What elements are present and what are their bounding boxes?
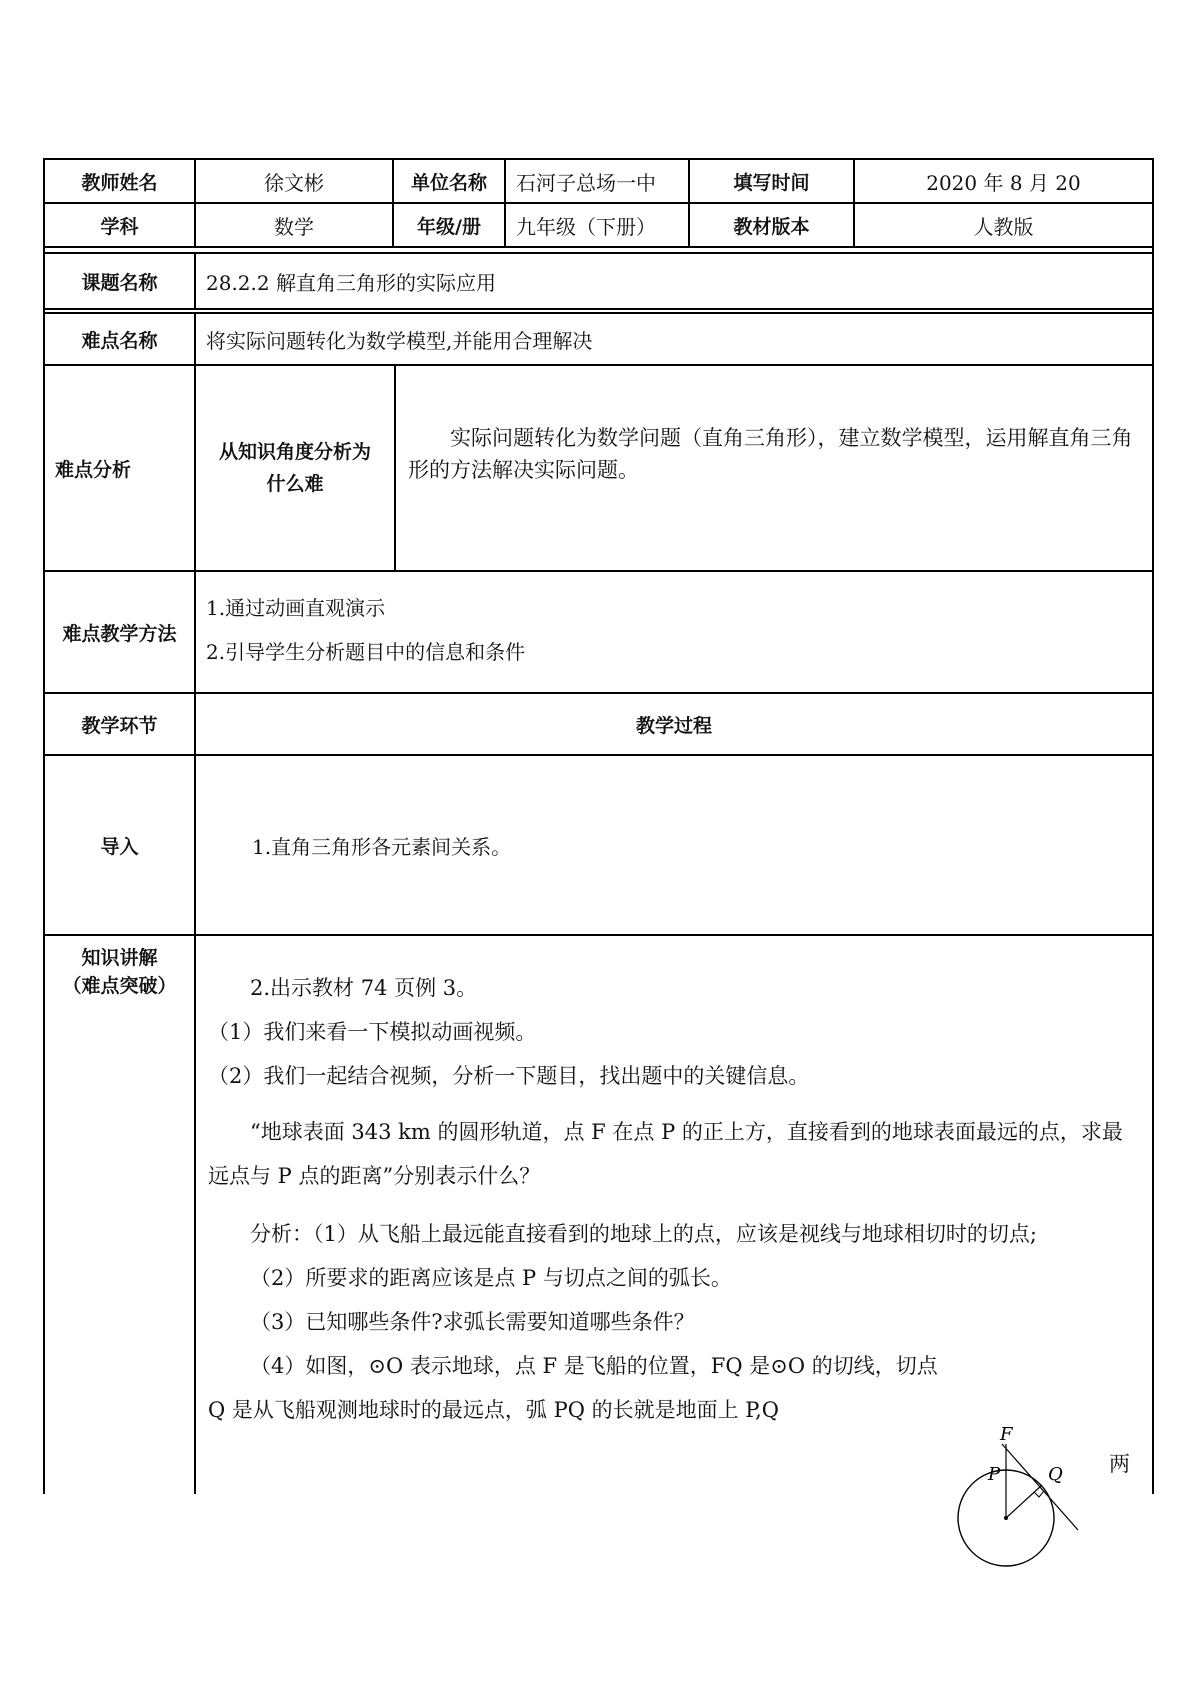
lecture-line-4: “地球表面 343 km 的圆形轨道，点 F 在点 P 的正上方，直接看到的地球表面最远的点，求最远点与 P 点的距离”分别表示什么？ <box>208 1120 1123 1188</box>
lecture-label-line-1: 知识讲解 <box>81 947 158 969</box>
lecture-line-6: （2）所要求的距离应该是点 P 与切点之间的弧长。 <box>250 1266 732 1290</box>
analysis-text-cell <box>394 366 1152 570</box>
tangent-figure <box>950 1424 1100 1566</box>
topic-label: 课题名称 <box>81 271 158 294</box>
edition-label: 教材版本 <box>688 204 853 246</box>
method-items <box>194 572 1152 692</box>
date-value: 2020 年 8 月 20 <box>853 160 1152 202</box>
figure-label-p: P <box>988 1464 1001 1485</box>
unit-label: 单位名称 <box>392 160 504 202</box>
subject-value: 数学 <box>194 204 392 246</box>
topic-row <box>43 252 1154 308</box>
lecture-label <box>45 936 194 1494</box>
analysis-row <box>43 364 1154 570</box>
intro-label: 导入 <box>100 835 139 858</box>
lecture-line-7: （3）已知哪些条件?求弧长需要知道哪些条件？ <box>250 1310 695 1334</box>
analysis-label: 难点分析 <box>55 458 132 481</box>
edition-value: 人教版 <box>853 204 1152 246</box>
lecture-line-1: 2.出示教材 74 页例 3。 <box>250 976 478 1000</box>
header-row-1 <box>43 158 1154 202</box>
difficulty-row <box>43 312 1154 364</box>
figure-label-q: Q <box>1048 1464 1063 1485</box>
lecture-row <box>43 934 1154 1494</box>
difficulty-label: 难点名称 <box>81 329 158 352</box>
grade-value: 九年级（下册） <box>504 204 688 246</box>
stage-header: 教学环节 <box>81 714 158 737</box>
lecture-line-2: （1）我们来看一下模拟动画视频。 <box>208 1020 537 1044</box>
intro-text: 1.直角三角形各元素间关系。 <box>194 756 1152 934</box>
date-label: 填写时间 <box>688 160 853 202</box>
method-row <box>43 570 1154 692</box>
process-header-row <box>43 692 1154 754</box>
teacher-value: 徐文彬 <box>194 160 392 202</box>
subject-label: 学科 <box>100 215 139 238</box>
analysis-text: 实际问题转化为数学问题（直角三角形），建立数学模型，运用解直角三角形的方法解决实际问题。 <box>408 426 1133 482</box>
process-header: 教学过程 <box>194 694 1152 754</box>
method-item-1: 1.通过动画直观演示 <box>206 596 386 620</box>
method-label: 难点教学方法 <box>62 622 177 645</box>
analysis-sub-label: 从知识角度分析为什么难 <box>194 366 394 570</box>
method-item-2: 2.引导学生分析题目中的信息和条件 <box>206 640 526 664</box>
lecture-body <box>194 936 1152 1494</box>
lecture-label-line-2: （难点突破） <box>62 975 177 997</box>
lecture-line-3: （2）我们一起结合视频，分析一下题目，找出题中的关键信息。 <box>208 1064 810 1088</box>
lecture-line-9: 两 <box>1109 1452 1130 1476</box>
figure-label-f: F <box>1000 1424 1013 1445</box>
difficulty-value: 将实际问题转化为数学模型,并能用合理解决 <box>194 314 1152 364</box>
lesson-plan-table <box>43 158 1154 1494</box>
topic-value: 28.2.2 解直角三角形的实际应用 <box>194 254 1152 308</box>
grade-label: 年级/册 <box>392 204 504 246</box>
header-row-2 <box>43 202 1154 246</box>
intro-row <box>43 754 1154 934</box>
unit-value: 石河子总场一中 <box>504 160 688 202</box>
lecture-line-8: （4）如图，⊙O 表示地球，点 F 是飞船的位置，FQ 是⊙O 的切线，切点 Q 是从飞船观测地球时的最远点，弧 PQ 的长就是地面上 P,Q <box>208 1354 938 1422</box>
lecture-line-5: 分析：（1）从飞船上最远能直接看到的地球上的点，应该是视线与地球相切时的切点; <box>250 1222 1037 1246</box>
teacher-label: 教师姓名 <box>81 171 158 194</box>
